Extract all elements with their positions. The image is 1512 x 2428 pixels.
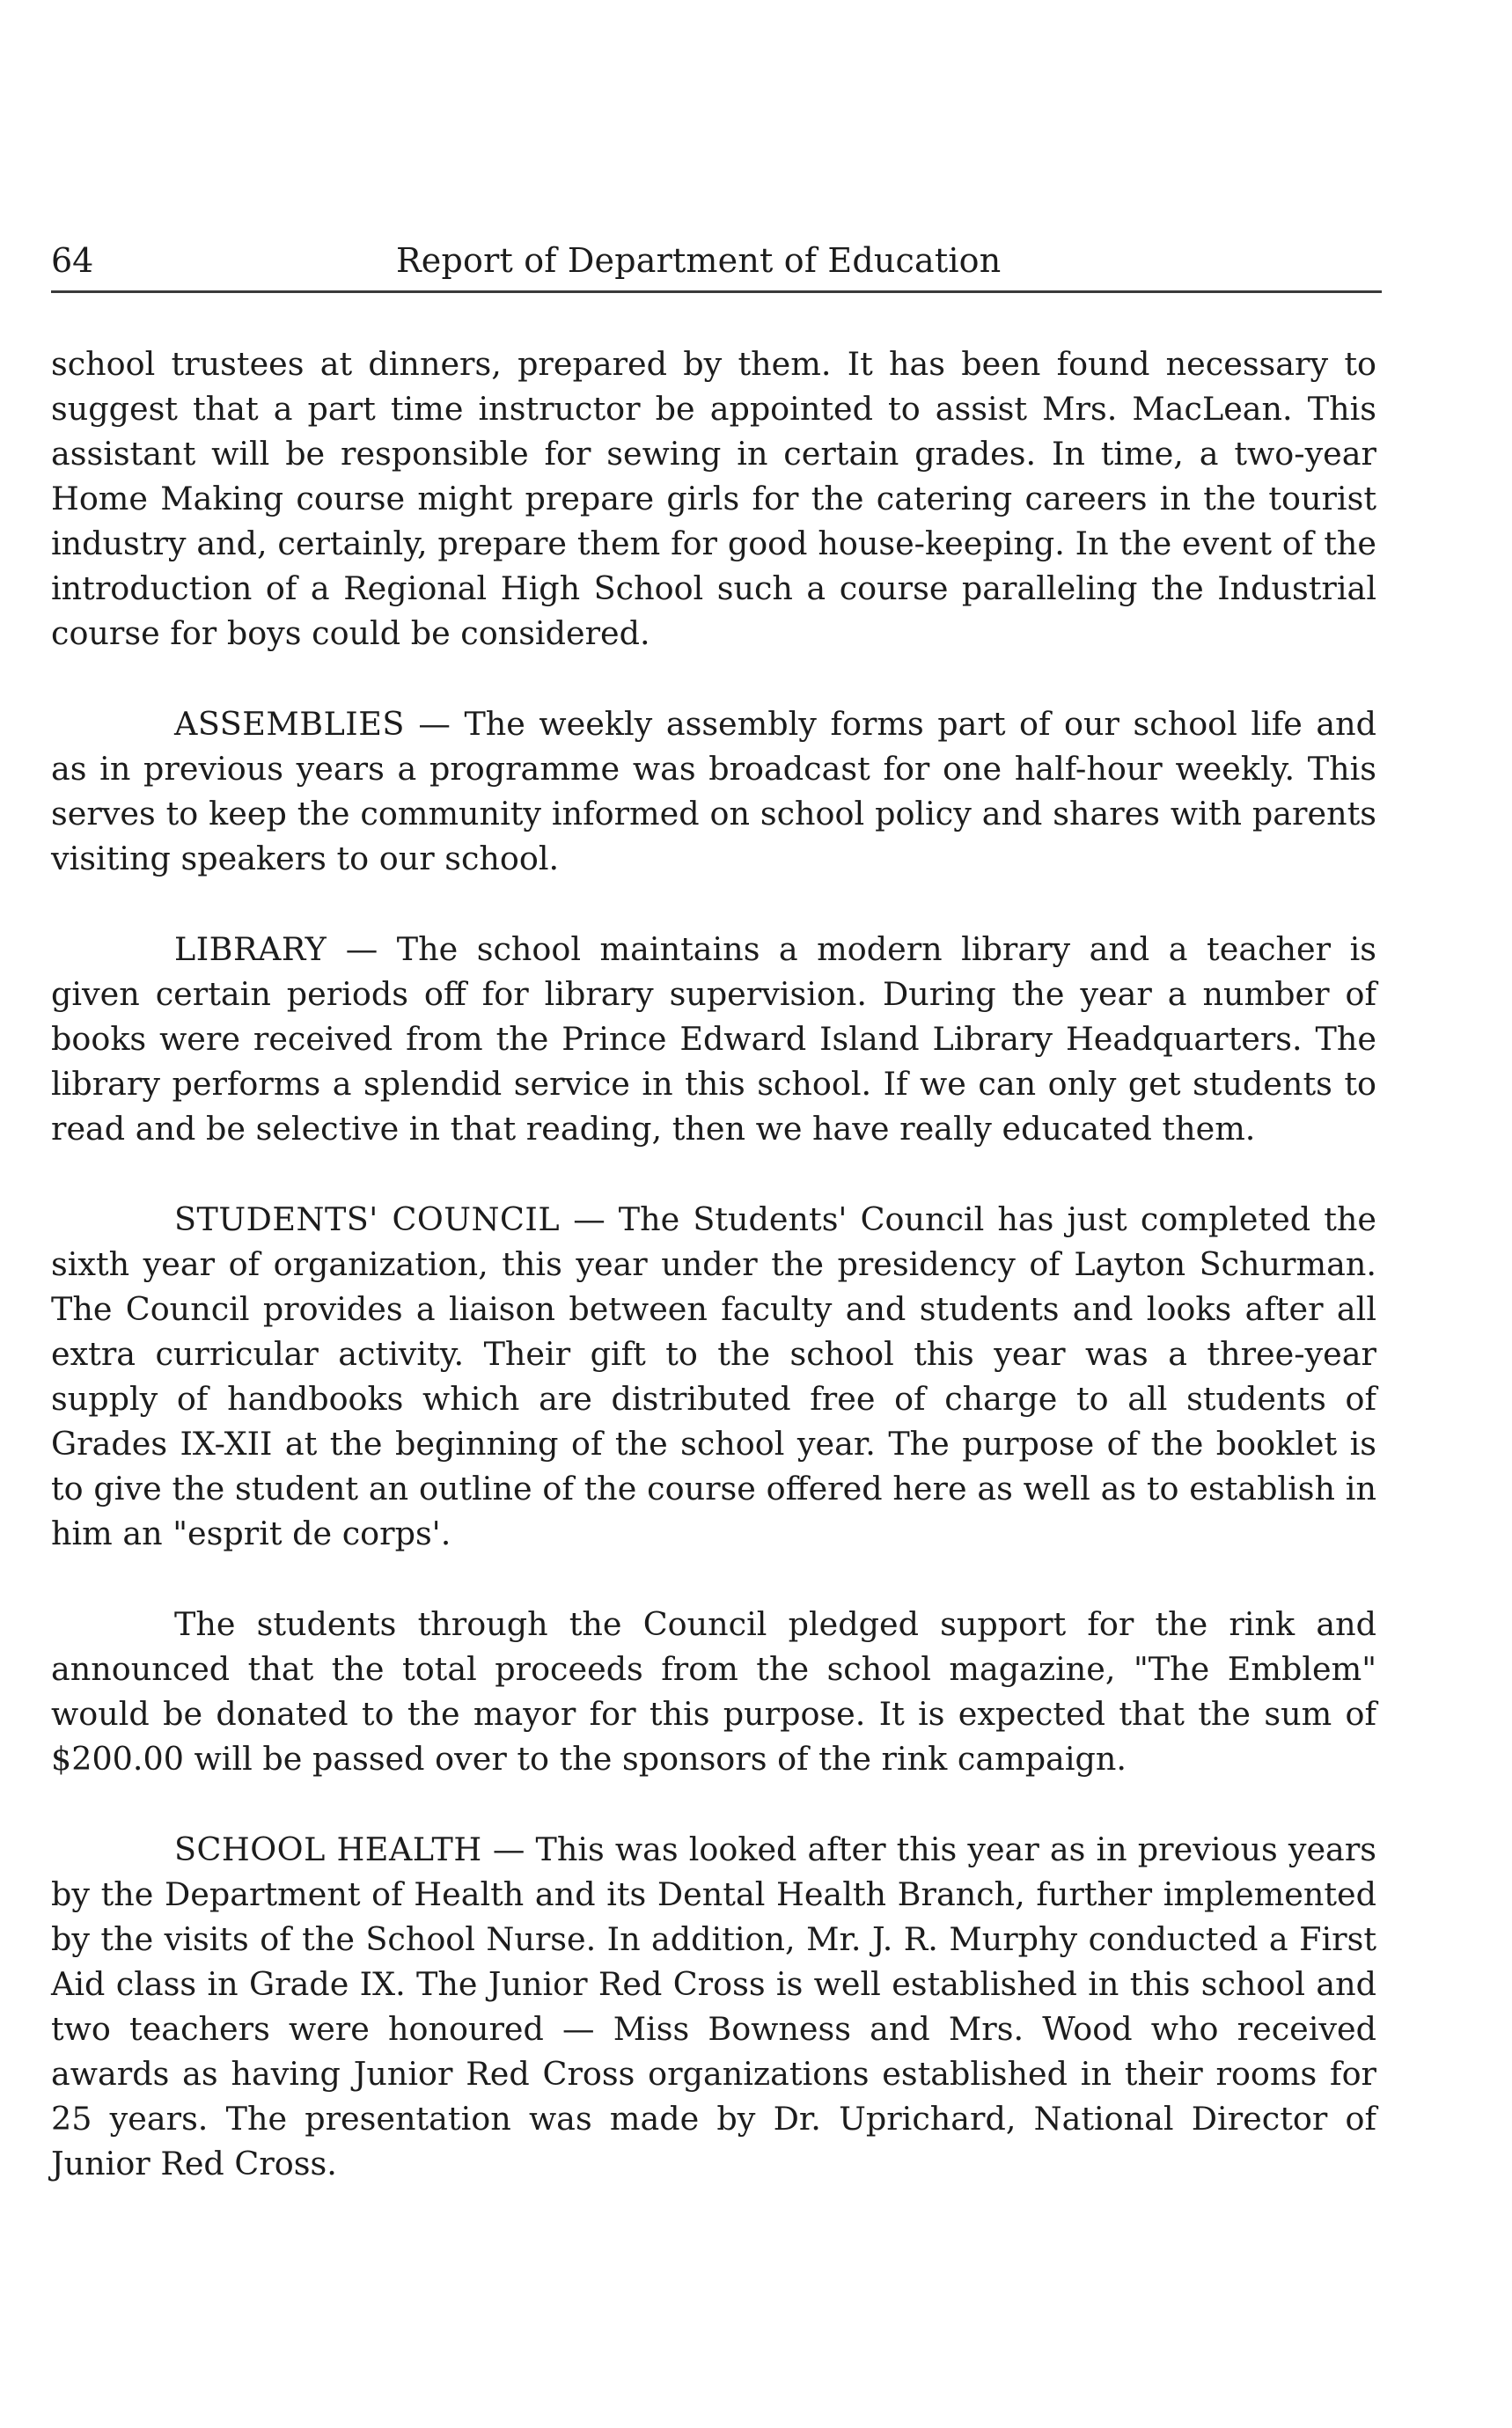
page-number: 64 — [51, 241, 94, 280]
paragraph-home-making — [51, 341, 1376, 656]
paragraph-text: school trustees at dinners, prepared by them. It has been found necessary to suggest that a part time instructor be appointed to assist Mrs. MacLean. This assistant will be responsible for sewing in certain grades. In time, a two-year Home Making course might prepare girls for the catering careers in the tourist industry and, certainly, prepare them for good house-keeping. In the event of the introduction of a Regional High School such a course paralleling the Industrial course for boys could be considered. — [51, 345, 1376, 652]
paragraph-text: — The Students' Council has just completed the sixth year of organization, this year under the presidency of Layton Schurman. The Council provides a liaison between faculty and students and looks after all extra curricular activity. Their gift to the school this year was a three-year supply of handbooks which are distributed free of charge to all students of Grades IX-XII at the beginning of the school year. The purpose of the booklet is to give the student an outline of the course offered here as well as to establish in him an "esprit de corps'. — [51, 1200, 1376, 1552]
paragraph-library — [51, 927, 1376, 1151]
header-rule — [51, 290, 1382, 293]
paragraph-text: — The school maintains a modern library and a teacher is given certain periods off for library supervision. During the year a number of books were received from the Prince Edward Island Library Headquarters. The library performs a splendid service in this school. If we can only get students to read and be selective in that reading, then we have really educated them. — [51, 930, 1376, 1148]
paragraph-students-council — [51, 1197, 1376, 1556]
section-heading-library: LIBRARY — [174, 930, 327, 968]
section-heading-students-council: STUDENTS' COUNCIL — [174, 1200, 561, 1238]
paragraph-rink-support — [51, 1602, 1376, 1781]
paragraph-text: — The weekly assembly forms part of our school life and as in previous years a programme was broadcast for one half-hour weekly. This serves to keep the community informed on school policy and shares with parents visiting speakers to our school. — [51, 705, 1376, 877]
paragraph-text: — This was looked after this year as in previous years by the Department of Health and its Dental Health Branch, further implemented by the visits of the School Nurse. In addition, Mr. J. R. Murphy conducted a First Aid class in Grade IX. The Junior Red Cross is well established in this school and two teachers were honoured — Miss Bowness and Mrs. Wood who received awards as having Junior Red Cross organizations established in their rooms for 25 years. The presentation was made by Dr. Uprichard, National Director of Junior Red Cross. — [51, 1830, 1376, 2182]
paragraph-text: The students through the Council pledged support for the rink and announced that the total proceeds from the school magazine, "The Emblem" would be donated to the mayor for this purpose. It is expected that the sum of $200.00 will be passed over to the sponsors of the rink campaign. — [51, 1605, 1376, 1778]
section-heading-assemblies: ASSEMBLIES — [174, 705, 405, 743]
paragraph-school-health — [51, 1827, 1376, 2186]
running-title: Report of Department of Education — [396, 241, 1002, 280]
section-heading-school-health: SCHOOL HEALTH — [174, 1830, 482, 1868]
body-text — [51, 341, 1376, 2232]
paragraph-assemblies — [51, 701, 1376, 881]
page-header — [51, 234, 1382, 287]
